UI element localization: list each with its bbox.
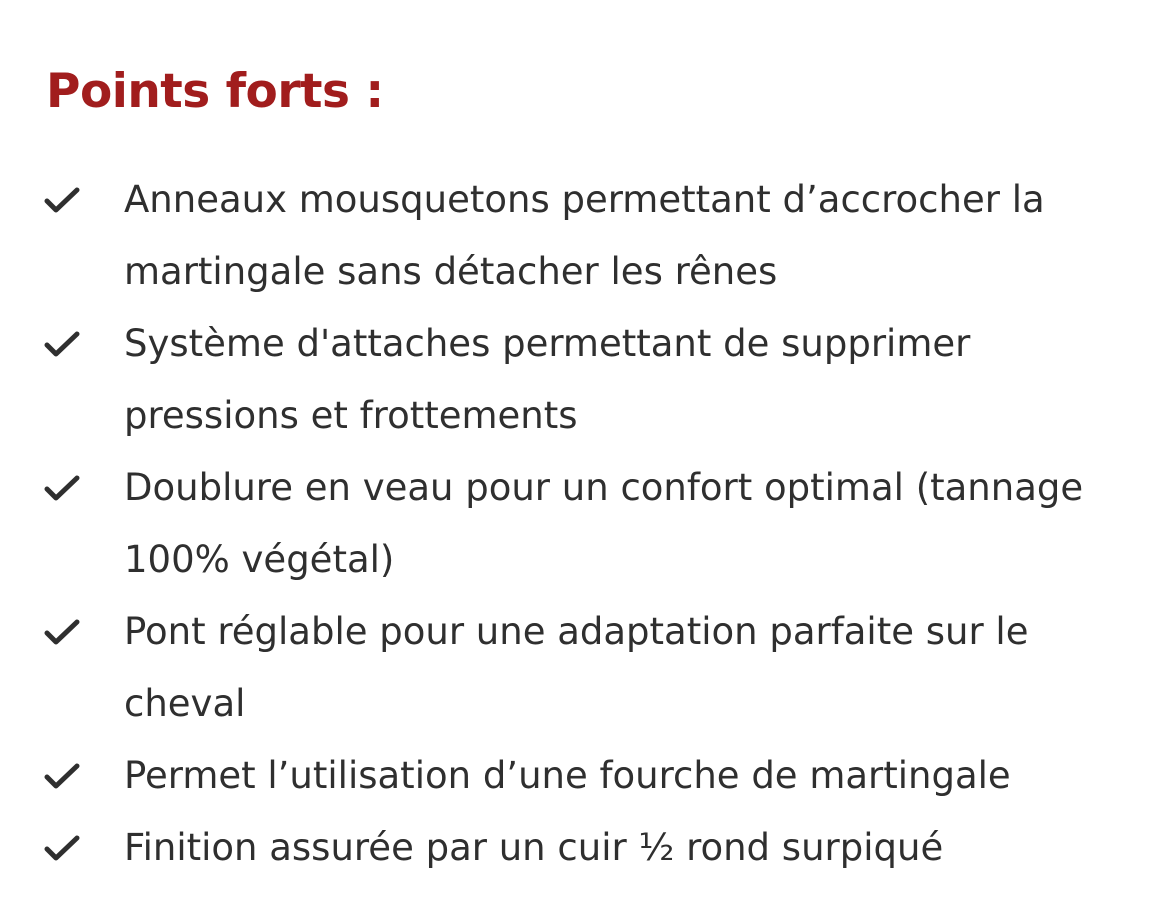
list-item-text: Anneaux mousquetons permettant d’accrocher la martingale sans détacher les rênes — [124, 178, 1045, 293]
list-item — [0, 164, 1170, 308]
checkmark-icon — [44, 834, 80, 862]
checkmark-icon — [44, 474, 80, 502]
list-item-text: Finition assurée par un cuir ½ rond surpiqué — [124, 826, 944, 869]
list-item — [0, 596, 1170, 740]
list-item — [0, 452, 1170, 596]
checkmark-icon — [44, 762, 80, 790]
section-title: Points forts : — [46, 64, 384, 119]
list-item-text: Permet l’utilisation d’une fourche de martingale — [124, 754, 1011, 797]
list-item — [0, 308, 1170, 452]
features-list — [0, 164, 1170, 884]
checkmark-icon — [44, 186, 80, 214]
checkmark-icon — [44, 330, 80, 358]
list-item-text: Doublure en veau pour un confort optimal (tannage 100% végétal) — [124, 466, 1084, 581]
list-item — [0, 812, 1170, 884]
list-item — [0, 740, 1170, 812]
list-item-text: Pont réglable pour une adaptation parfaite sur le cheval — [124, 610, 1029, 725]
checkmark-icon — [44, 618, 80, 646]
list-item-text: Système d'attaches permettant de supprimer pressions et frottements — [124, 322, 971, 437]
